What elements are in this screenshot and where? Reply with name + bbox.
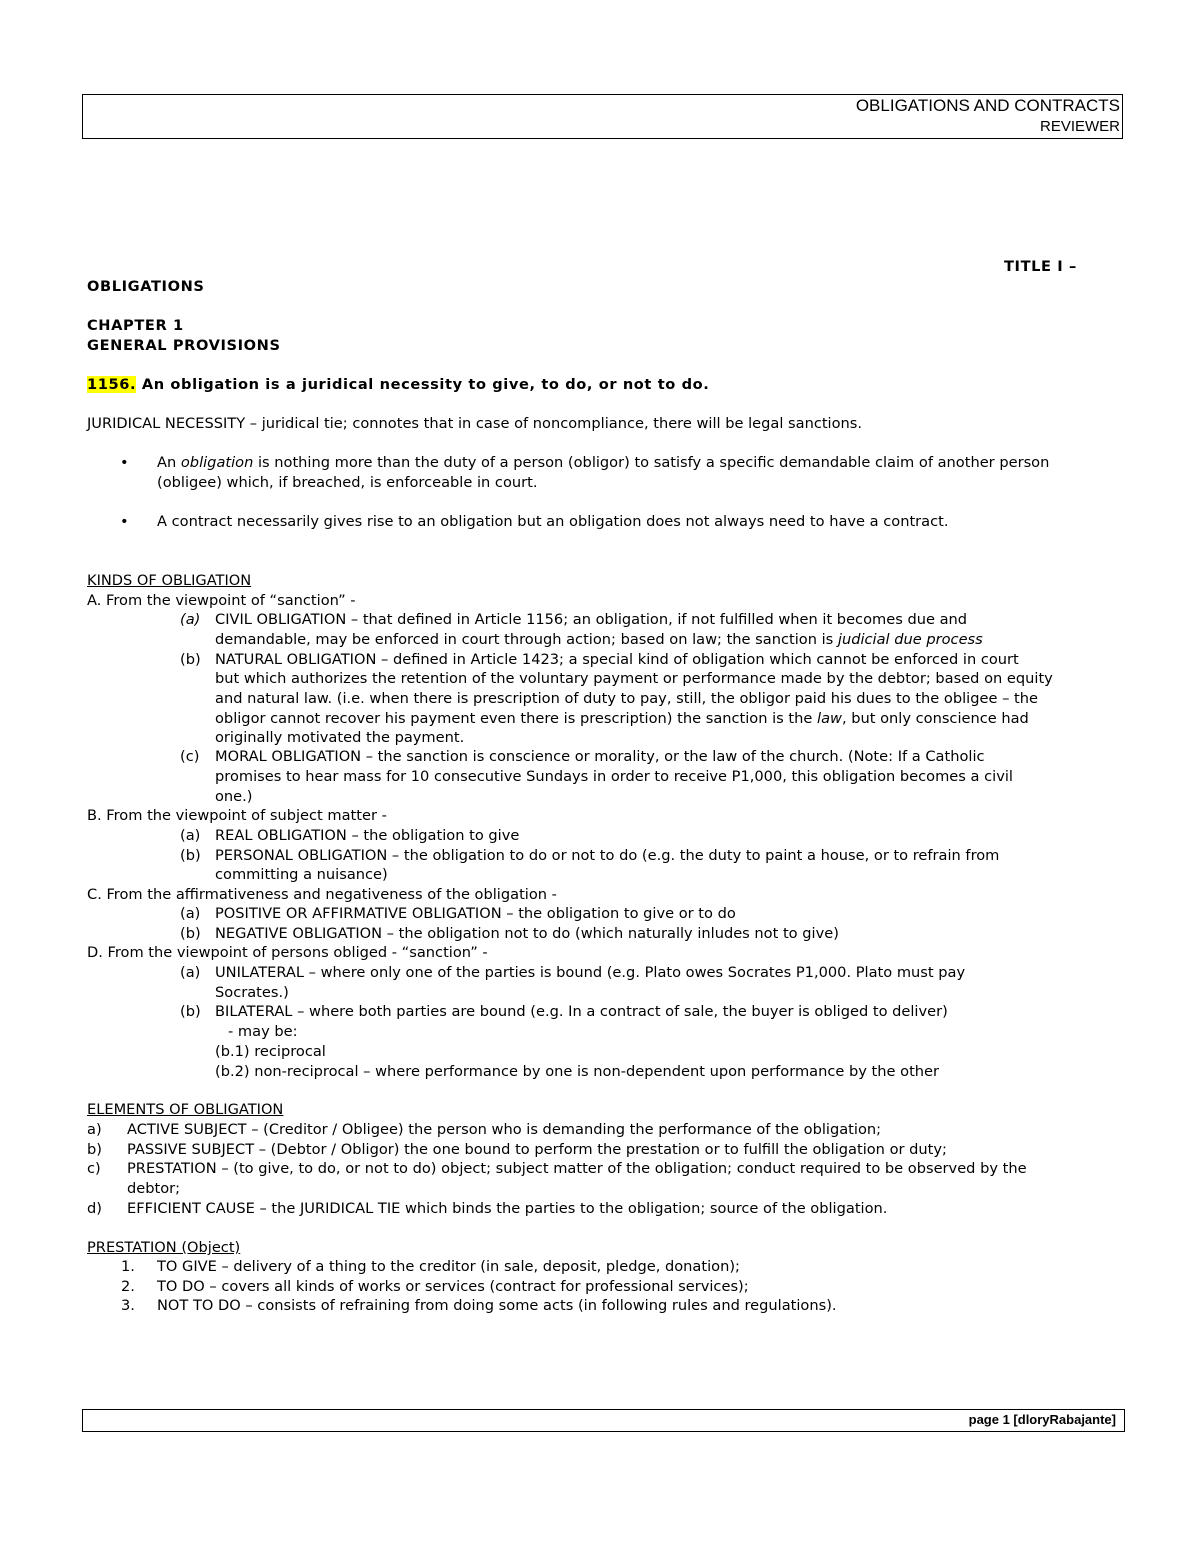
list-marker: 2.: [121, 1278, 135, 1295]
bullet-icon: •: [120, 454, 129, 471]
document-title: OBLIGATIONS AND CONTRACTS: [855, 96, 1120, 115]
personal-obligation-line-1: PERSONAL OBLIGATION – the obligation to do or not to do (e.g. the duty to paint a house, or to refrain from: [215, 847, 1000, 864]
bullet-1-line-2: (obligee) which, if breached, is enforceable in court.: [157, 474, 538, 491]
natural-obligation-line-2: but which authorizes the retention of the voluntary payment or performance made by the debtor; based on equity: [215, 670, 1053, 687]
prestation-heading: PRESTATION (Object): [87, 1239, 241, 1256]
title-line-2: OBLIGATIONS: [87, 278, 205, 295]
unilateral-line-1: UNILATERAL – where only one of the parties is bound (e.g. Plato owes Socrates P1,000. Plato must pay: [215, 964, 966, 981]
text-run: demandable, may be enforced in court through action; based on law; the sanction is: [215, 631, 838, 648]
list-marker: d): [87, 1200, 102, 1217]
chapter-name: GENERAL PROVISIONS: [87, 337, 281, 354]
page-header: [82, 94, 1123, 139]
text-run: is nothing more than the duty of a person (obligor) to satisfy a specific demandable claim of another person: [253, 454, 1050, 471]
kinds-b-heading: B. From the viewpoint of subject matter -: [87, 807, 387, 824]
moral-obligation-line-3: one.): [215, 788, 253, 805]
article-number: 1156.: [87, 376, 137, 393]
italic-term: judicial due process: [837, 631, 983, 648]
list-marker: b): [87, 1141, 102, 1158]
real-obligation: REAL OBLIGATION – the obligation to give: [215, 827, 520, 844]
negative-obligation: NEGATIVE OBLIGATION – the obligation not to do (which naturally inludes not to give): [215, 925, 839, 942]
list-marker: (b): [180, 651, 201, 668]
juridical-necessity-definition: JURIDICAL NECESSITY – juridical tie; connotes that in case of noncompliance, there will be legal sanctions.: [87, 415, 863, 432]
article-1156: [87, 375, 709, 395]
element-passive-subject: PASSIVE SUBJECT – (Debtor / Obligor) the one bound to perform the prestation or to fulfill the obligation or duty;: [127, 1141, 947, 1158]
civil-obligation-line-2: [215, 630, 983, 650]
bilateral-may-be: - may be:: [228, 1023, 298, 1040]
bullet-2: A contract necessarily gives rise to an obligation but an obligation does not always need to have a contract.: [157, 513, 949, 530]
moral-obligation-line-2: promises to hear mass for 10 consecutive Sundays in order to receive P1,000, this obligation becomes a civil: [215, 768, 1013, 785]
positive-obligation: POSITIVE OR AFFIRMATIVE OBLIGATION – the obligation to give or to do: [215, 905, 736, 922]
text-run: An: [157, 454, 181, 471]
personal-obligation-line-2: committing a nuisance): [215, 866, 388, 883]
italic-term: law: [817, 710, 842, 727]
list-marker: (a): [180, 827, 201, 844]
element-efficient-cause: EFFICIENT CAUSE – the JURIDICAL TIE which binds the parties to the obligation; source of the obligation.: [127, 1200, 888, 1217]
list-marker: a): [87, 1121, 102, 1138]
list-marker: (b): [180, 925, 201, 942]
page-number: page 1 [dloryRabajante]: [968, 1412, 1116, 1427]
kinds-d-heading: D. From the viewpoint of persons obliged - “sanction” -: [87, 944, 488, 961]
element-prestation-line-2: debtor;: [127, 1180, 181, 1197]
text-run: , but only conscience had: [841, 710, 1029, 727]
list-marker: 1.: [121, 1258, 135, 1275]
bilateral-reciprocal: (b.1) reciprocal: [215, 1043, 326, 1060]
document-subtitle: REVIEWER: [1039, 118, 1120, 135]
prestation-not-to-do: NOT TO DO – consists of refraining from doing some acts (in following rules and regulations).: [157, 1297, 837, 1314]
natural-obligation-line-1: NATURAL OBLIGATION – defined in Article 1423; a special kind of obligation which cannot be enforced in court: [215, 651, 1019, 668]
bilateral-line-1: BILATERAL – where both parties are bound (e.g. In a contract of sale, the buyer is obliged to deliver): [215, 1003, 948, 1020]
element-active-subject: ACTIVE SUBJECT – (Creditor / Obligee) the person who is demanding the performance of the obligation;: [127, 1121, 882, 1138]
list-marker: (a): [180, 964, 201, 981]
chapter-number: CHAPTER 1: [87, 317, 184, 334]
prestation-to-give: TO GIVE – delivery of a thing to the creditor (in sale, deposit, pledge, donation);: [157, 1258, 740, 1275]
kinds-heading: KINDS OF OBLIGATION: [87, 572, 252, 589]
italic-term: obligation: [180, 454, 254, 471]
list-marker: c): [87, 1160, 101, 1177]
natural-obligation-line-5: originally motivated the payment.: [215, 729, 465, 746]
list-marker: (b): [180, 847, 201, 864]
kinds-c-heading: C. From the affirmativeness and negativeness of the obligation -: [87, 886, 557, 903]
list-marker: (a): [180, 611, 201, 628]
civil-obligation-line-1: CIVIL OBLIGATION – that defined in Article 1156; an obligation, if not fulfilled when it becomes due and: [215, 611, 968, 628]
prestation-to-do: TO DO – covers all kinds of works or services (contract for professional services);: [157, 1278, 749, 1295]
list-marker: 3.: [121, 1297, 135, 1314]
unilateral-line-2: Socrates.): [215, 984, 289, 1001]
text-run: obligor cannot recover his payment even there is prescription) the sanction is the: [215, 710, 818, 727]
element-prestation-line-1: PRESTATION – (to give, to do, or not to do) object; subject matter of the obligation; conduct required to be observed by the: [127, 1160, 1027, 1177]
bullet-1-line-1: [157, 453, 1049, 473]
bullet-icon: •: [120, 513, 129, 530]
natural-obligation-line-3: and natural law. (i.e. when there is prescription of duty to pay, still, the obligor paid his dues to the obligee – the: [215, 690, 1038, 707]
title-line-1: TITLE I –: [1004, 258, 1077, 275]
list-marker: (a): [180, 905, 201, 922]
list-marker: (c): [180, 748, 200, 765]
natural-obligation-line-4: [215, 709, 1029, 729]
article-text: An obligation is a juridical necessity to give, to do, or not to do.: [136, 376, 710, 393]
bilateral-non-reciprocal: (b.2) non-reciprocal – where performance by one is non-dependent upon performance by the other: [215, 1063, 940, 1080]
kinds-a-heading: A. From the viewpoint of “sanction” -: [87, 592, 356, 609]
elements-heading: ELEMENTS OF OBLIGATION: [87, 1101, 284, 1118]
moral-obligation-line-1: MORAL OBLIGATION – the sanction is conscience or morality, or the law of the church. (Note: If a Catholic: [215, 748, 985, 765]
list-marker: (b): [180, 1003, 201, 1020]
page-footer: [82, 1409, 1125, 1432]
